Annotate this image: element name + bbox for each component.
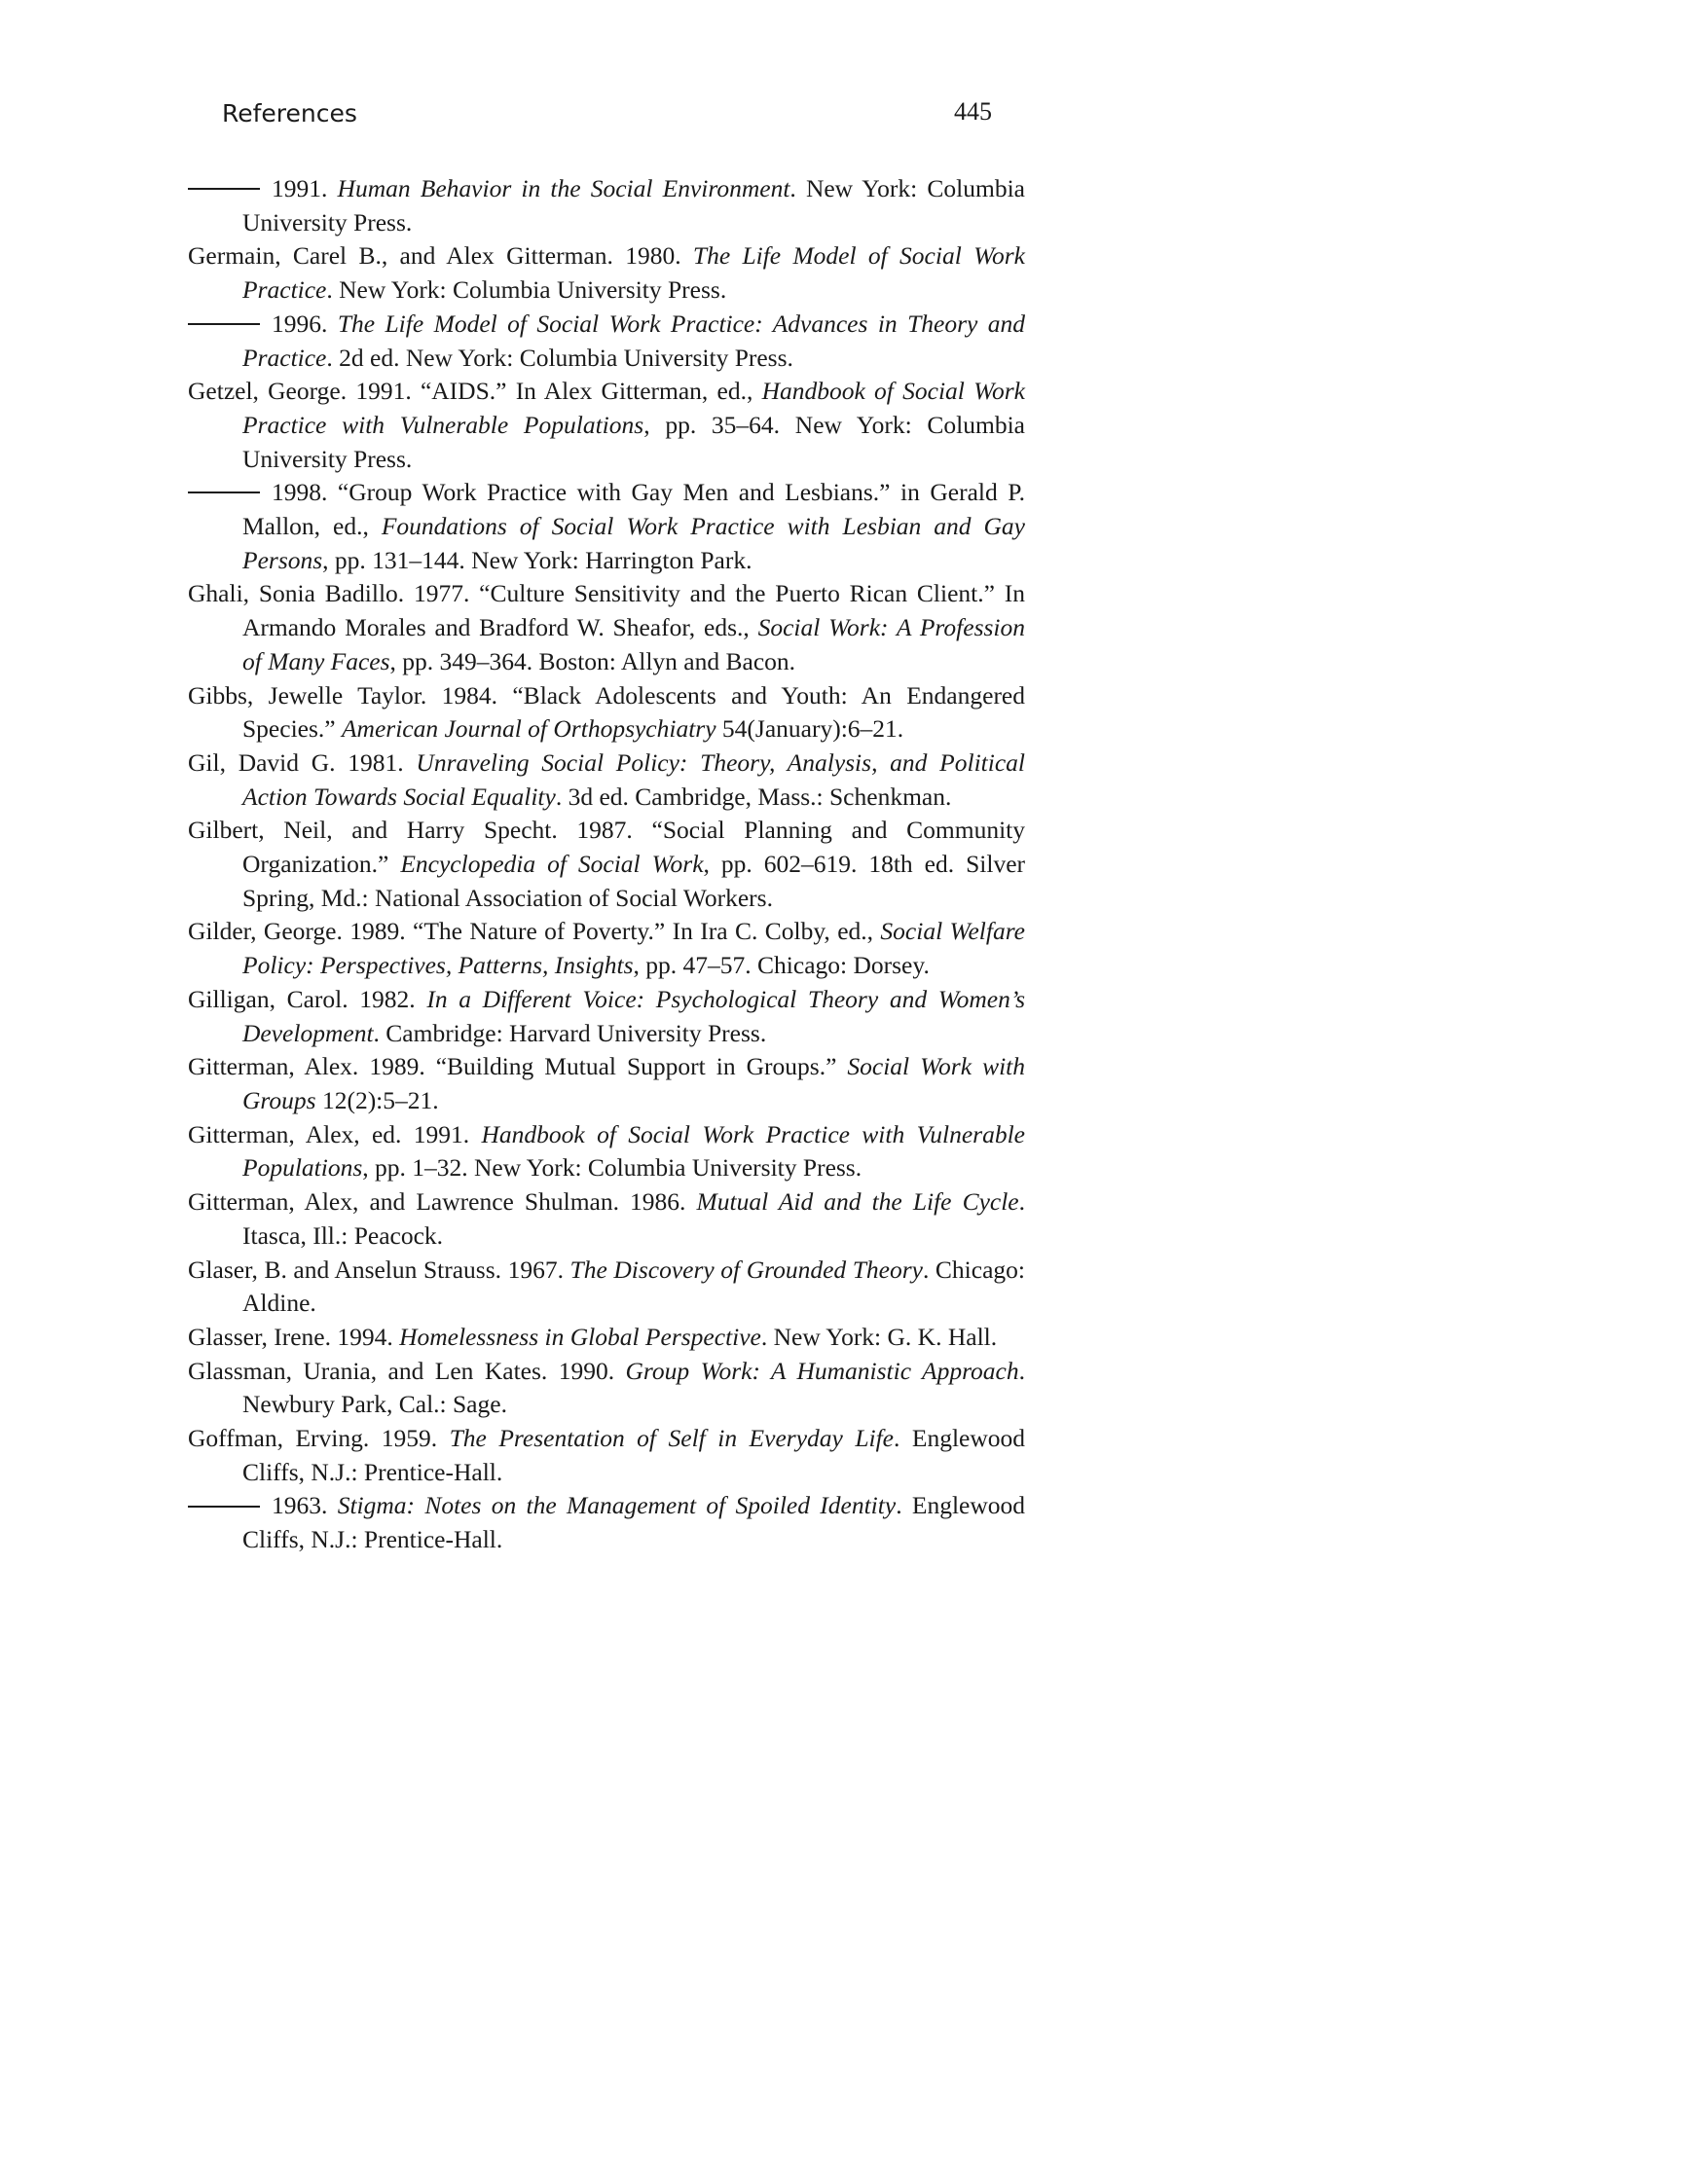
entry-text: 12(2):5–21. bbox=[315, 1085, 439, 1114]
entry-title: Encyclopedia of Social Work bbox=[400, 850, 704, 879]
reference-list bbox=[188, 172, 1025, 1557]
entry-text: Germain, Carel B., and Alex Gitterman. 1980. bbox=[188, 241, 693, 271]
entry-text: 54(January):6–21. bbox=[716, 714, 904, 744]
entry-title: The Life Model of Social Work Practice bbox=[242, 241, 1025, 305]
reference-entry bbox=[188, 375, 1025, 476]
entry-title: The Discovery of Grounded Theory bbox=[569, 1255, 923, 1284]
reference-entry bbox=[188, 1321, 1025, 1355]
entry-text: Glassman, Urania, and Len Kates. 1990. bbox=[188, 1356, 626, 1385]
reference-entry bbox=[188, 1254, 1025, 1321]
entry-title: Human Behavior in the Social Environment bbox=[337, 174, 790, 202]
reference-entry bbox=[188, 1118, 1025, 1185]
entry-text: Goffman, Erving. 1959. bbox=[188, 1424, 450, 1453]
entry-text: , pp. 602–619. 18th ed. Silver Spring, Md.: National Association of Social Workers. bbox=[242, 850, 1025, 912]
entry-text: Glasser, Irene. 1994. bbox=[188, 1322, 400, 1351]
entry-title: Social Work: A Profession of Many Faces bbox=[242, 613, 1025, 675]
running-head: References bbox=[222, 99, 357, 127]
reference-entry bbox=[188, 814, 1025, 915]
repeat-author-dash bbox=[188, 491, 260, 493]
repeat-author-dash bbox=[188, 188, 260, 190]
entry-title: Handbook of Social Work Practice with Vulnerable Populations bbox=[242, 377, 1025, 439]
entry-text: . New York: Columbia University Press. bbox=[242, 174, 1025, 237]
entry-title: Social Welfare Policy: Perspectives, Patterns, Insights bbox=[242, 917, 1025, 980]
entry-title: Unraveling Social Policy: Theory, Analysis, and Political Action Towards Social Equality bbox=[242, 747, 1025, 811]
reference-entry bbox=[188, 915, 1025, 982]
reference-entry bbox=[188, 577, 1025, 678]
entry-text: , pp. 1–32. New York: Columbia University Press. bbox=[362, 1153, 862, 1183]
reference-entry bbox=[188, 1489, 1025, 1556]
entry-text: , pp. 35–64. New York: Columbia University Press. bbox=[242, 410, 1026, 473]
reference-entry bbox=[188, 679, 1025, 746]
entry-text: , pp. 47–57. Chicago: Dorsey. bbox=[633, 951, 930, 980]
entry-text: . Itasca, Ill.: Peacock. bbox=[242, 1187, 1025, 1250]
entry-text: Gitterman, Alex. 1989. “Building Mutual Support in Groups.” bbox=[188, 1052, 848, 1081]
entry-text: 1998. “Group Work Practice with Gay Men and Lesbians.” in Gerald P. Mallon, ed., bbox=[242, 478, 1025, 541]
entry-text: Gilbert, Neil, and Harry Specht. 1987. “Social Planning and Community Organization.” bbox=[188, 816, 1025, 879]
reference-entry bbox=[188, 983, 1025, 1050]
entry-text: . Chicago: Aldine. bbox=[242, 1255, 1025, 1318]
entry-title: The Presentation of Self in Everyday Life bbox=[449, 1424, 894, 1453]
entry-text: Gitterman, Alex, ed. 1991. bbox=[188, 1119, 482, 1148]
entry-text: Gilligan, Carol. 1982. bbox=[188, 984, 427, 1013]
entry-text: Gibbs, Jewelle Taylor. 1984. “Black Adolescents and Youth: An Endangered Species.” bbox=[188, 680, 1025, 744]
reference-entry bbox=[188, 1355, 1025, 1422]
entry-title: Foundations of Social Work Practice with Lesbian and Gay Persons bbox=[242, 512, 1025, 574]
reference-entry bbox=[188, 1185, 1025, 1253]
entry-title: Mutual Aid and the Life Cycle bbox=[696, 1187, 1019, 1217]
entry-text: . Englewood Cliffs, N.J.: Prentice-Hall. bbox=[242, 1491, 1026, 1554]
reference-entry bbox=[188, 1422, 1025, 1489]
entry-title: The Life Model of Social Work Practice: Advances in Theory and Practice bbox=[242, 309, 1026, 372]
entry-text: Glaser, B. and Anselun Strauss. 1967. bbox=[188, 1255, 570, 1284]
entry-title: Stigma: Notes on the Management of Spoiled Identity bbox=[337, 1491, 897, 1520]
entry-text: Gil, David G. 1981. bbox=[188, 747, 417, 777]
repeat-author-dash bbox=[188, 323, 260, 325]
entry-text: Gilder, George. 1989. “The Nature of Poverty.” In Ira C. Colby, ed., bbox=[188, 917, 881, 946]
entry-text: . New York: G. K. Hall. bbox=[760, 1322, 998, 1351]
entry-title: In a Different Voice: Psychological Theory and Women’s Development bbox=[242, 984, 1025, 1047]
entry-text: Ghali, Sonia Badillo. 1977. “Culture Sensitivity and the Puerto Rican Client.” In Armando Morales and Bradford W. Sheafor, eds., bbox=[188, 579, 1025, 642]
repeat-author-dash bbox=[188, 1506, 260, 1508]
reference-entry bbox=[188, 308, 1025, 375]
entry-title: Handbook of Social Work Practice with Vulnerable Populations bbox=[242, 1119, 1025, 1183]
entry-text: 1991. bbox=[272, 174, 338, 202]
entry-text: Gitterman, Alex, and Lawrence Shulman. 1986. bbox=[188, 1187, 697, 1217]
entry-text: . Cambridge: Harvard University Press. bbox=[373, 1018, 767, 1047]
entry-text: . 2d ed. New York: Columbia University Press. bbox=[326, 343, 793, 372]
entry-title: Group Work: A Humanistic Approach bbox=[625, 1356, 1019, 1385]
reference-entry bbox=[188, 1050, 1025, 1117]
entry-text: 1996. bbox=[272, 309, 338, 338]
entry-title: Social Work with Groups bbox=[242, 1052, 1025, 1114]
entry-text: . Newbury Park, Cal.: Sage. bbox=[242, 1356, 1026, 1419]
entry-text: . Englewood Cliffs, N.J.: Prentice-Hall. bbox=[242, 1424, 1026, 1486]
reference-entry bbox=[188, 476, 1025, 577]
entry-text: . 3d ed. Cambridge, Mass.: Schenkman. bbox=[555, 782, 952, 811]
entry-text: 1963. bbox=[272, 1491, 338, 1520]
entry-text: , pp. 349–364. Boston: Allyn and Bacon. bbox=[389, 646, 796, 675]
entry-title: American Journal of Orthopsychiatry bbox=[341, 714, 716, 744]
entry-text: , pp. 131–144. New York: Harrington Park. bbox=[322, 545, 752, 574]
entry-text: Getzel, George. 1991. “AIDS.” In Alex Gitterman, ed., bbox=[188, 377, 762, 406]
reference-entry bbox=[188, 746, 1025, 814]
entry-text: . New York: Columbia University Press. bbox=[326, 275, 727, 305]
reference-entry bbox=[188, 172, 1025, 239]
entry-title: Homelessness in Global Perspective bbox=[399, 1322, 761, 1351]
reference-entry bbox=[188, 239, 1025, 307]
page-number: 445 bbox=[954, 97, 992, 126]
